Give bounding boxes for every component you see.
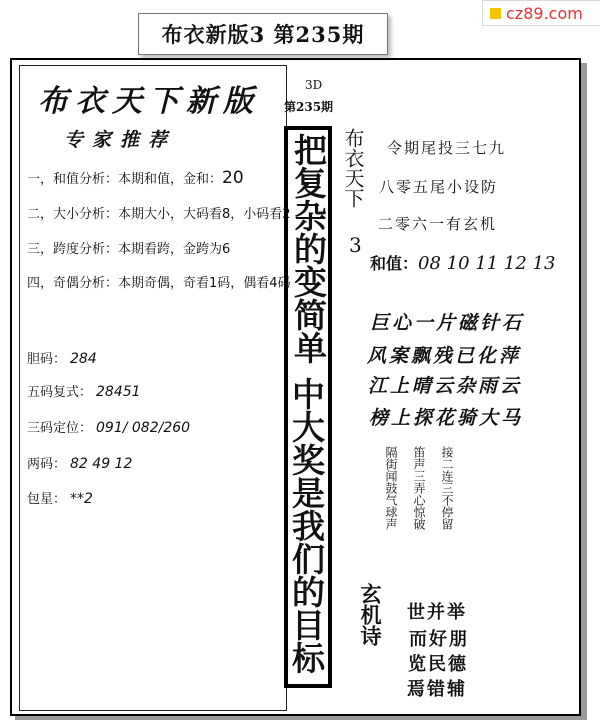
hint-line-1: 令期尾投三七九 xyxy=(387,139,507,157)
watermark-badge xyxy=(482,0,600,26)
page-title: 布衣新版3 第235期 xyxy=(138,13,388,55)
analysis-line-1: 一，和值分析：本期和值，金和：20 xyxy=(27,168,244,188)
slogan-part1: 把复杂的变简单 xyxy=(289,133,328,364)
end-poem-1: 世并举 xyxy=(407,602,467,623)
end-poem-4: 焉错辅 xyxy=(407,679,467,700)
analysis-line-4: 四，奇偶分析：本期奇偶，奇看1码，偶看4码 xyxy=(27,276,291,291)
liang-ma: 两码： 82 49 12 xyxy=(27,456,133,472)
left-title: 布衣天下新版 xyxy=(38,84,260,119)
san-ma-ding-wei: 三码定位： 091/ 082/260 xyxy=(27,420,191,436)
end-poem-2: 而好朋 xyxy=(409,629,469,650)
square-icon xyxy=(490,8,501,19)
poem-line-4: 榜上探花骑大马 xyxy=(369,407,524,429)
brand-3d: 3D xyxy=(305,78,323,92)
issue-label: 第235期 xyxy=(284,100,334,114)
bao-xing: 包星： **2 xyxy=(27,491,93,507)
small-col-1: 隔街闻鼓气球声 xyxy=(384,446,398,530)
analysis-line-3: 三，跨度分析：本期看跨，金跨为6 xyxy=(27,242,231,257)
watermark-text: cz89.com xyxy=(506,3,583,23)
xuanji-title: 玄机诗 xyxy=(358,583,383,646)
end-poem-3: 览民德 xyxy=(408,654,468,675)
hint-line-2: 八零五尾小设防 xyxy=(379,178,499,196)
wu-ma-fu-shi: 五码复式： 28451 xyxy=(27,384,141,400)
dan-ma: 胆码： 284 xyxy=(27,351,97,367)
vertical-title: 布衣天下 xyxy=(341,128,365,208)
small-col-2: 笛声三弄心惊破 xyxy=(412,446,426,530)
slogan-part2: 中大奖是我们的目标 xyxy=(287,377,326,674)
left-subtitle: 专家推荐 xyxy=(64,129,177,151)
poem-line-1: 巨心一片磁针石 xyxy=(370,312,525,334)
small-col-3: 接二连三不停留 xyxy=(440,446,454,530)
poem-line-2: 风案飘残已化萍 xyxy=(367,345,522,367)
poem-line-3: 江上晴云杂雨云 xyxy=(368,375,523,397)
hint-line-3: 二零六一有玄机 xyxy=(378,215,498,233)
vertical-num: 3 xyxy=(349,233,362,257)
analysis-line-2: 二，大小分析：本期大小，大码看8，小码看2 xyxy=(27,207,291,222)
hezhi-line: 和值：08 10 11 12 13 xyxy=(370,253,556,274)
